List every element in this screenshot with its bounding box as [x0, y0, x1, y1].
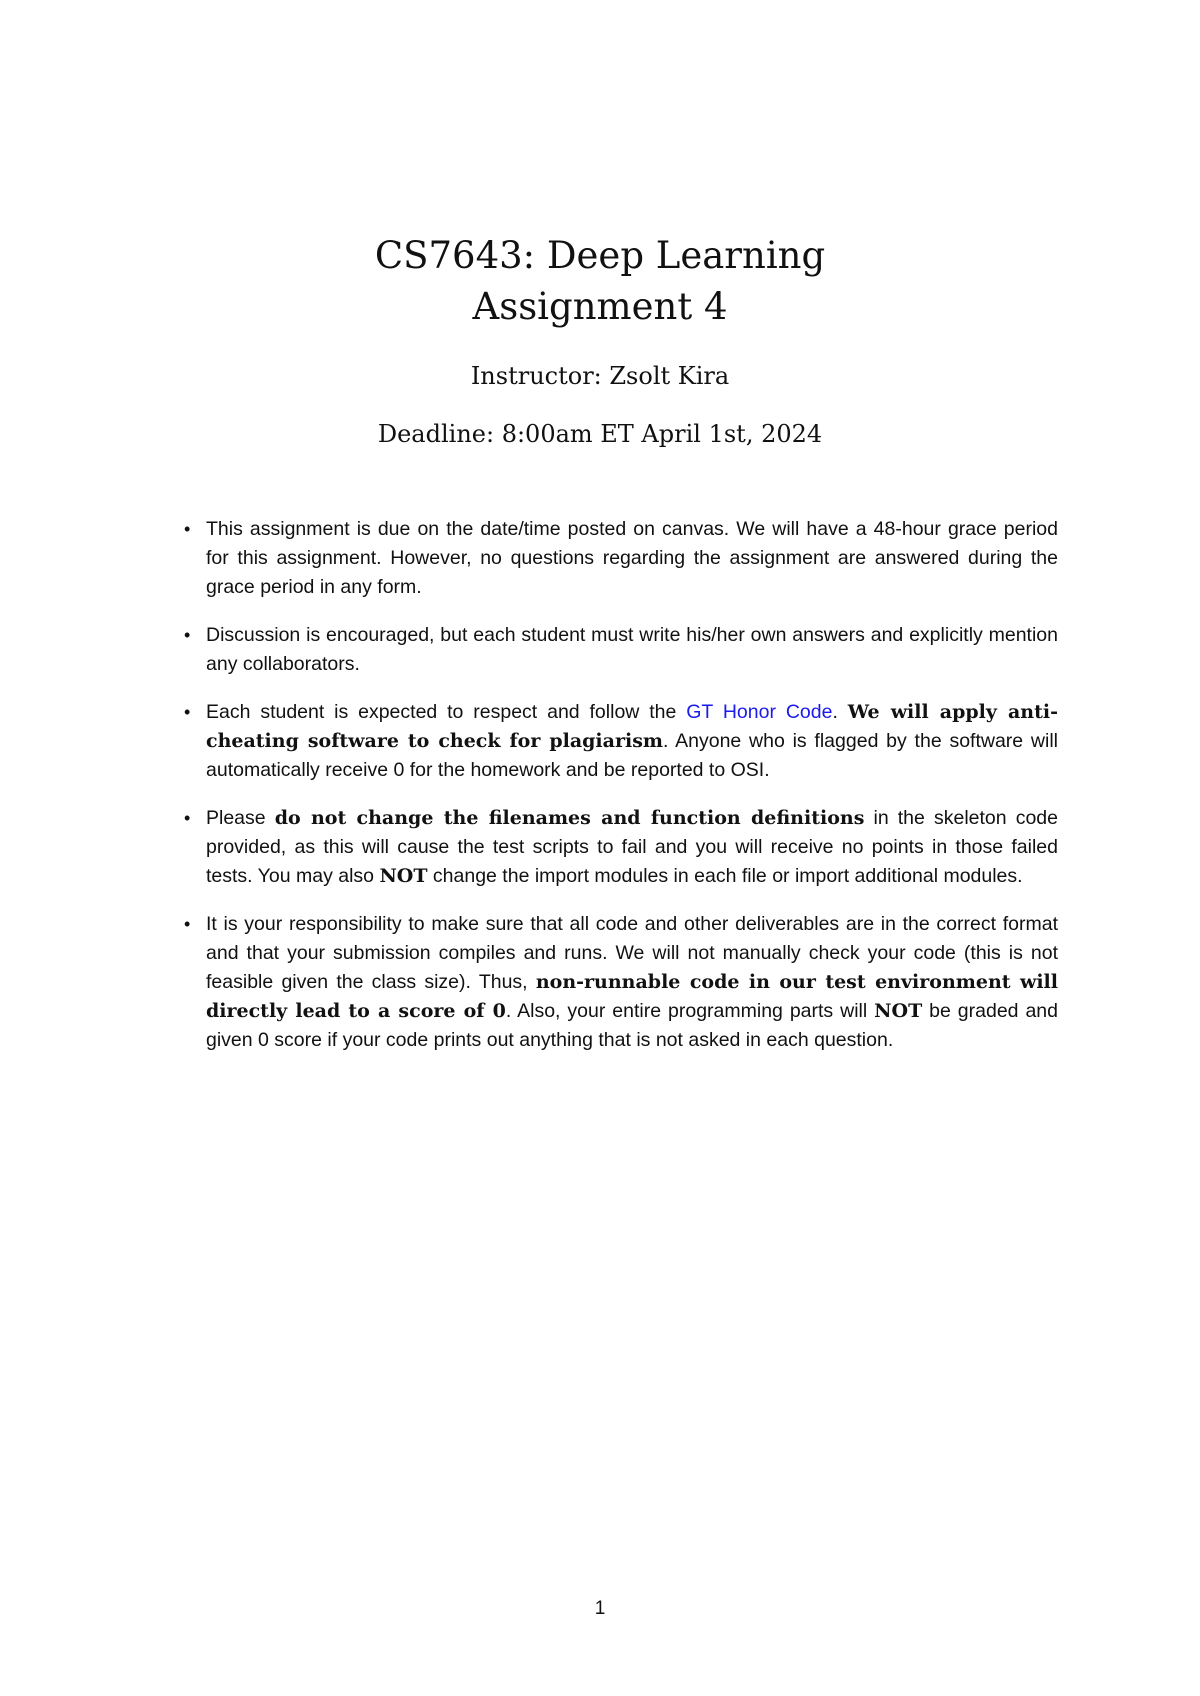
bullet-text: change the import modules in each file or import additional modules. [427, 865, 1023, 887]
bullet-text: . Also, your entire programming parts will [505, 1000, 875, 1022]
bullet-text: be graded and given 0 score if your code prints out anything that is not asked in each question. [206, 1000, 1058, 1051]
bullet-icon: • [184, 808, 191, 828]
course-title: CS7643: Deep Learning [374, 234, 826, 277]
bullet-icon: • [184, 625, 191, 645]
bullet-icon: • [184, 914, 191, 934]
bold-text: NOT [874, 1000, 923, 1022]
bullet-text: It is your responsibility to make sure that all code and other deliverables are in the correct format and that your submission compiles and runs. We will not manually check your code (this is not feasible given the class size). Thus, [206, 913, 1058, 993]
bold-text: NOT [379, 865, 428, 887]
bullet-text: Each student is expected to respect and follow the [206, 701, 687, 723]
bullet-text: . Anyone who is flagged by the software will automatically receive 0 for the homework and be reported to OSI. [206, 730, 1058, 781]
document-title [0, 230, 1200, 332]
instructions-list [180, 515, 1058, 1074]
bullet-text: This assignment is due on the date/time posted on canvas. We will have a 48-hour grace period for this assignment. However, no questions regarding the assignment are answered during the grace period in any form. [206, 518, 1058, 598]
bold-text: do not change the filenames and function definitions [274, 807, 865, 829]
list-item [180, 621, 1058, 679]
list-item [180, 804, 1058, 891]
list-item [180, 515, 1058, 602]
bullet-text: . [832, 701, 848, 723]
page-number: 1 [594, 1598, 606, 1619]
bullet-text: Please [206, 807, 275, 829]
bullet-icon: • [184, 519, 191, 539]
list-item [180, 910, 1058, 1055]
honor-code-link[interactable]: GT Honor Code [686, 701, 833, 723]
bold-text: non-runnable code in our test environment will directly lead to a score of 0 [206, 971, 1058, 1022]
bold-text: We will apply anti-cheating software to check for plagiarism [206, 701, 1058, 752]
deadline-line: Deadline: 8:00am ET April 1st, 2024 [377, 420, 823, 448]
instructor-line: Instructor: Zsolt Kira [470, 362, 730, 390]
bullet-text: Discussion is encouraged, but each student must write his/her own answers and explicitly mention any collaborators. [206, 624, 1058, 675]
list-item [180, 698, 1058, 785]
bullet-text: in the skeleton code provided, as this will cause the test scripts to fail and you will receive no points in those failed tests. You may also [206, 807, 1058, 887]
bullet-icon: • [184, 702, 191, 722]
assignment-title: Assignment 4 [472, 285, 728, 328]
